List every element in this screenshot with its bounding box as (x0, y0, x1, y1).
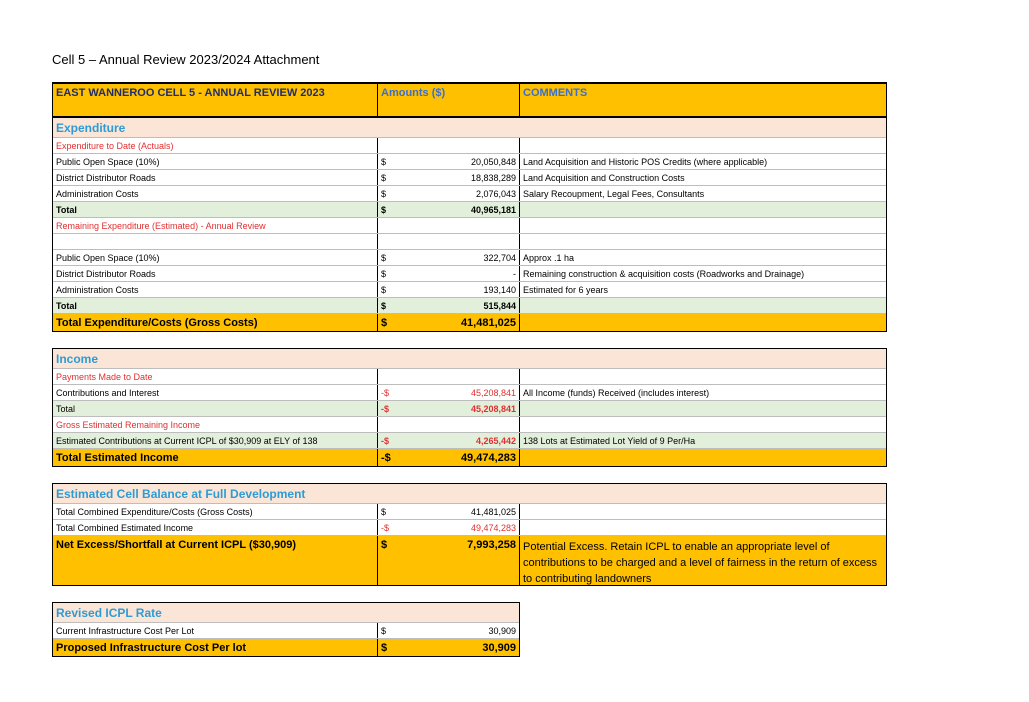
total-amount: $ 515,844 (377, 298, 519, 313)
grand-total-amount: -$ 49,474,283 (377, 449, 519, 466)
net-label: Net Excess/Shortfall at Current ICPL ($30,909) (56, 539, 297, 551)
row-label: District Distributor Roads (56, 268, 156, 279)
review-sheet (52, 82, 887, 657)
row-label: Public Open Space (10%) (56, 252, 160, 263)
spacer (52, 586, 887, 602)
total-row (53, 202, 886, 218)
table-row (53, 520, 886, 536)
net-comment: Potential Excess. Retain ICPL to enable an appropriate level of contributions to be charged and a level of fairness in the return of excess to contributing landowners (519, 536, 888, 585)
row-amount: -$ 45,208,841 (377, 385, 519, 400)
table-row (53, 154, 886, 170)
grand-total-label: Proposed Infrastructure Cost Per lot (56, 641, 247, 654)
row-amount: $ 2,076,043 (377, 186, 519, 201)
row-comment: Land Acquisition and Construction Costs (519, 170, 888, 185)
table-row (53, 266, 886, 282)
subheading-remaining: Remaining Expenditure (Estimated) - Annual Review (56, 220, 266, 231)
header-row (53, 83, 886, 117)
subheading-gross: Gross Estimated Remaining Income (56, 419, 201, 430)
header-col-amounts: Amounts ($) (377, 84, 519, 116)
row-label: Total Combined Estimated Income (56, 522, 194, 533)
section-heading-balance (53, 484, 886, 504)
table-row (53, 623, 519, 639)
blank-row (53, 234, 886, 250)
section-title: Income (56, 351, 99, 366)
table-row (53, 385, 886, 401)
header-col-description: EAST WANNEROO CELL 5 - ANNUAL REVIEW 2023 (56, 87, 325, 99)
grand-total-amount: $ 41,481,025 (377, 314, 519, 331)
net-balance-row (53, 536, 886, 586)
spacer (52, 332, 887, 348)
balance-block (52, 483, 887, 586)
header-col-comments: COMMENTS (519, 84, 888, 116)
row-amount: $ - (377, 266, 519, 281)
total-row (53, 401, 886, 417)
spacer (52, 467, 887, 483)
income-block (52, 348, 887, 467)
table-row (53, 433, 886, 449)
row-comment: Salary Recoupment, Legal Fees, Consultants (519, 186, 888, 201)
table-row (53, 186, 886, 202)
subheading-actuals: Expenditure to Date (Actuals) (56, 140, 174, 151)
grand-total-label: Total Estimated Income (56, 451, 179, 464)
section-heading-icpl (53, 603, 519, 623)
expenditure-block (52, 117, 887, 332)
grand-total-row (53, 449, 886, 467)
subheading-payments: Payments Made to Date (56, 371, 153, 382)
row-amount: $ 20,050,848 (377, 154, 519, 169)
table-row (53, 250, 886, 266)
row-comment: 138 Lots at Estimated Lot Yield of 9 Per/Ha (519, 433, 888, 448)
grand-total-amount: $ 30,909 (377, 639, 519, 656)
table-row (53, 170, 886, 186)
row-label: Administration Costs (56, 188, 139, 199)
row-label: Administration Costs (56, 284, 139, 295)
row-amount: $ 18,838,289 (377, 170, 519, 185)
subheading-row (53, 138, 886, 154)
row-label: Contributions and Interest (56, 387, 160, 398)
row-amount: $ 41,481,025 (377, 504, 519, 519)
net-amount: $ 7,993,258 (377, 536, 519, 585)
section-title: Estimated Cell Balance at Full Development (56, 486, 306, 501)
total-amount: $ 40,965,181 (377, 202, 519, 217)
subheading-row (53, 218, 886, 234)
row-comment: Remaining construction & acquisition costs (Roadworks and Drainage) (519, 266, 888, 281)
grand-total-label: Total Expenditure/Costs (Gross Costs) (56, 316, 258, 329)
header-block (52, 82, 887, 117)
row-comment: All Income (funds) Received (includes interest) (519, 385, 888, 400)
row-amount: $ 322,704 (377, 250, 519, 265)
row-comment: Estimated for 6 years (519, 282, 888, 297)
total-label: Total (56, 204, 77, 215)
section-heading-income (53, 349, 886, 369)
row-label: Current Infrastructure Cost Per Lot (56, 625, 195, 636)
table-row (53, 282, 886, 298)
row-label: Public Open Space (10%) (56, 156, 160, 167)
row-comment: Land Acquisition and Historic POS Credits (where applicable) (519, 154, 888, 169)
row-comment: Approx .1 ha (519, 250, 888, 265)
total-amount: -$ 45,208,841 (377, 401, 519, 416)
subheading-row (53, 369, 886, 385)
section-heading-expenditure (53, 118, 886, 138)
row-label: Total Combined Expenditure/Costs (Gross Costs) (56, 506, 253, 517)
grand-total-row (53, 639, 519, 657)
page-title: Cell 5 – Annual Review 2023/2024 Attachment (52, 52, 320, 67)
row-label: District Distributor Roads (56, 172, 156, 183)
total-row (53, 298, 886, 314)
grand-total-row (53, 314, 886, 332)
row-label: Estimated Contributions at Current ICPL of $30,909 at ELY of 138 (56, 435, 318, 446)
row-amount: -$ 4,265,442 (377, 433, 519, 448)
section-title: Revised ICPL Rate (56, 605, 162, 620)
row-amount: -$ 49,474,283 (377, 520, 519, 535)
total-label: Total (56, 403, 76, 414)
total-label: Total (56, 300, 77, 311)
subheading-row (53, 417, 886, 433)
icpl-block (52, 602, 520, 657)
row-amount: $ 193,140 (377, 282, 519, 297)
table-row (53, 504, 886, 520)
row-amount: $ 30,909 (377, 623, 519, 638)
section-title: Expenditure (56, 120, 126, 135)
